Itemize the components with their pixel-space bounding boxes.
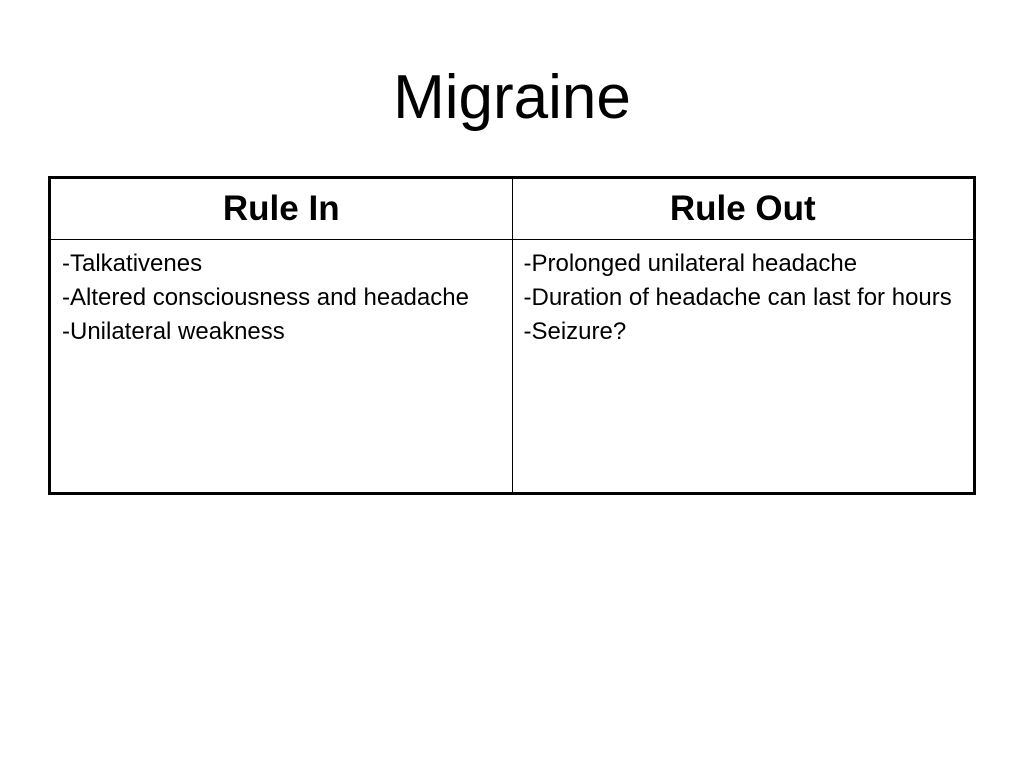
header-rule-out: Rule Out [512, 179, 974, 240]
rule-out-item: -Seizure? [523, 318, 627, 345]
rule-out-item: -Duration of headache can last for hours [523, 284, 952, 311]
rule-table [50, 178, 974, 493]
rule-in-item: -Unilateral weakness [62, 318, 285, 345]
header-rule-in: Rule In [51, 179, 513, 240]
rule-in-cell [51, 240, 513, 493]
rule-out-cell [512, 240, 974, 493]
rule-in-item: -Altered consciousness and headache [62, 284, 469, 311]
rule-out-item: -Prolonged unilateral headache [523, 250, 858, 277]
rule-in-item: -Talkativenes [62, 250, 203, 277]
table-header-row [51, 179, 974, 240]
slide-title: Migraine [393, 63, 631, 132]
table-row [51, 240, 974, 493]
